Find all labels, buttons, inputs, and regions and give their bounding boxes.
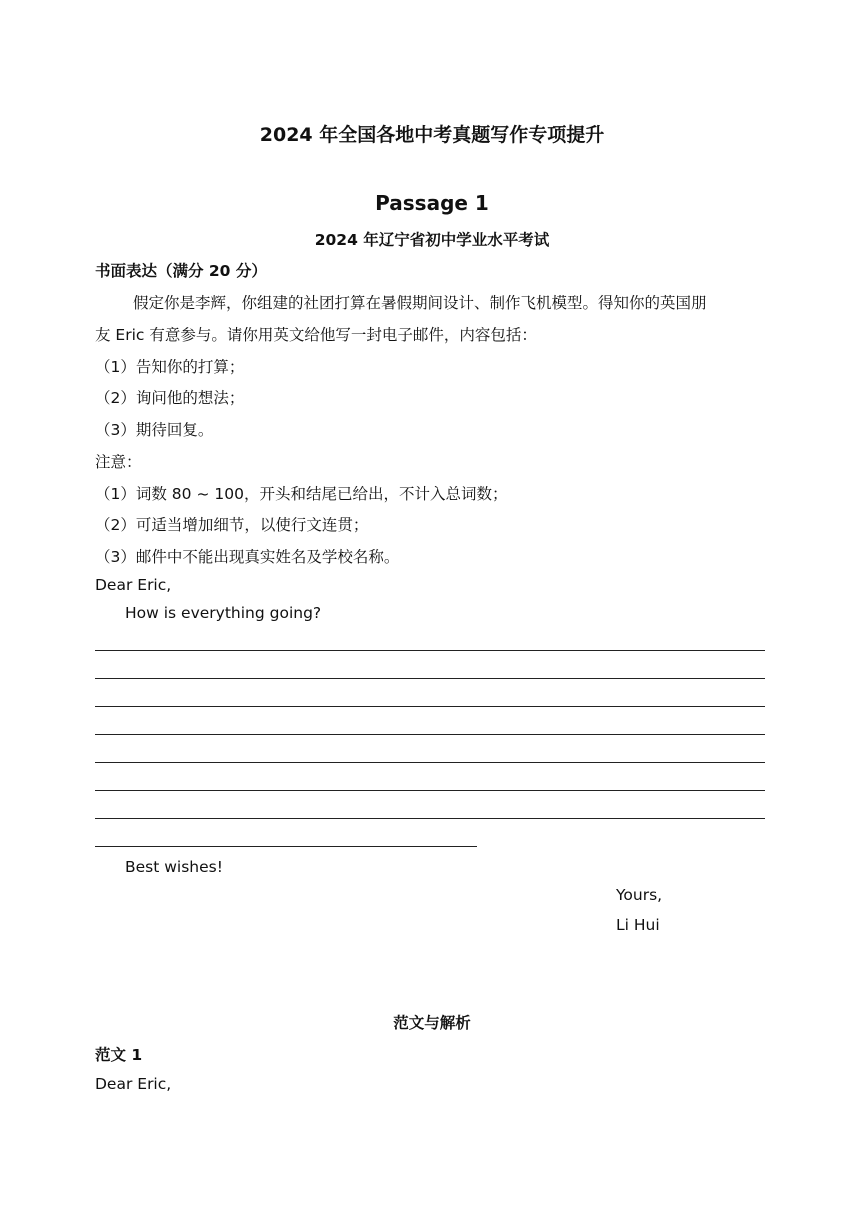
notes-label: 注意：: [95, 453, 142, 471]
exam-title: 2024 年辽宁省初中学业水平考试: [314, 231, 550, 249]
writing-line: [95, 790, 765, 791]
content-item: （3）期待回复。: [95, 421, 214, 439]
note-item: （3）邮件中不能出现真实姓名及学校名称。: [95, 548, 400, 566]
passage-title: Passage 1: [375, 191, 489, 215]
letter-signoff: Yours,: [616, 886, 663, 904]
answer-heading: 范文与解析: [393, 1014, 471, 1032]
note-item: （1）词数 80 ~ 100，开头和结尾已给出，不计入总词数；: [95, 485, 508, 503]
writing-line: [95, 818, 765, 819]
content-item: （2）询问他的想法；: [95, 389, 245, 407]
writing-line: [95, 846, 477, 847]
writing-line: [95, 706, 765, 707]
sample-label: 范文 1: [95, 1046, 143, 1064]
writing-line: [95, 678, 765, 679]
prompt-line-1: 假定你是李辉，你组建的社团打算在暑假期间设计、制作飞机模型。得知你的英国朋: [133, 294, 707, 312]
letter-closing: Best wishes!: [125, 858, 223, 876]
letter-salutation: Dear Eric,: [95, 576, 172, 594]
writing-line: [95, 650, 765, 651]
document-title: 2024 年全国各地中考真题写作专项提升: [259, 124, 605, 146]
letter-opening: How is everything going?: [125, 604, 322, 622]
writing-line: [95, 734, 765, 735]
section-heading: 书面表达（满分 20 分）: [95, 262, 267, 280]
writing-line: [95, 762, 765, 763]
note-item: （2）可适当增加细节，以使行文连贯；: [95, 516, 369, 534]
prompt-line-2: 友 Eric 有意参与。请你用英文给他写一封电子邮件，内容包括：: [95, 326, 537, 344]
content-item: （1）告知你的打算；: [95, 358, 245, 376]
sample-salutation: Dear Eric,: [95, 1075, 172, 1093]
letter-name: Li Hui: [616, 916, 660, 934]
